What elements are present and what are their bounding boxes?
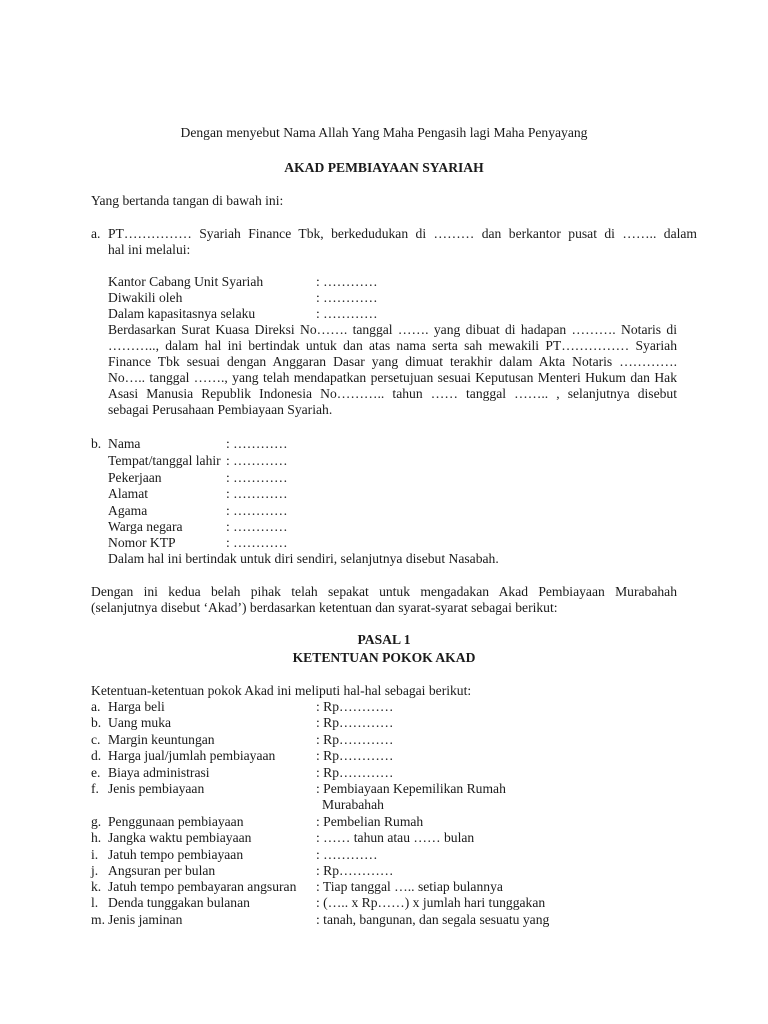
term-label: Margin keuntungan bbox=[108, 732, 215, 747]
field-value: : ………… bbox=[226, 486, 288, 501]
term-label: Harga beli bbox=[108, 699, 165, 714]
party-a-line: hal ini melalui: bbox=[108, 242, 191, 257]
term-label: Harga jual/jumlah pembiayaan bbox=[108, 748, 276, 763]
term-value: : Rp………… bbox=[316, 863, 394, 878]
term-marker: j. bbox=[91, 863, 99, 878]
party-a-para-line: No….. tanggal ……., yang telah mendapatkan persetujuan sesuai Keputusan Menteri Hukum dan Hak bbox=[108, 370, 677, 385]
party-a-para-line: Berdasarkan Surat Kuasa Direksi No……. tanggal ……. yang dibuat di hadapan ………. Notaris di bbox=[108, 322, 677, 337]
document-title: AKAD PEMBIAYAAN SYARIAH bbox=[284, 160, 484, 175]
term-label: Biaya administrasi bbox=[108, 765, 210, 780]
term-label: Angsuran per bulan bbox=[108, 863, 216, 878]
term-label: Denda tunggakan bulanan bbox=[108, 895, 250, 910]
term-value: : tanah, bangunan, dan segala sesuatu yang bbox=[316, 912, 550, 927]
term-value: : Rp………… bbox=[316, 748, 394, 763]
term-value: : …… tahun atau …… bulan bbox=[316, 830, 475, 845]
field-label: Agama bbox=[108, 503, 148, 518]
field-label: Nama bbox=[108, 436, 141, 451]
term-label: Jenis jaminan bbox=[108, 912, 183, 927]
term-value: : Pembelian Rumah bbox=[316, 814, 424, 829]
term-marker: h. bbox=[91, 830, 102, 845]
term-marker: e. bbox=[91, 765, 101, 780]
term-marker: d. bbox=[91, 748, 102, 763]
term-value: : (….. x Rp……) x jumlah hari tunggakan bbox=[316, 895, 546, 910]
field-value: : ………… bbox=[226, 470, 288, 485]
party-a-line: PT…………… Syariah Finance Tbk, berkedudukan di ……… dan berkantor pusat di …….. dalam bbox=[108, 226, 697, 241]
party-a-para-line: ……….., dalam hal ini bertindak untuk dan atas nama serta sah mewakili PT…………… Syariah bbox=[108, 338, 677, 353]
field-value: : ………… bbox=[316, 290, 378, 305]
term-marker: c. bbox=[91, 732, 101, 747]
term-value: : Rp………… bbox=[316, 765, 394, 780]
field-label: Nomor KTP bbox=[108, 535, 176, 550]
term-value-continued: Murabahah bbox=[322, 797, 384, 812]
party-b-closing: Dalam hal ini bertindak untuk diri sendiri, selanjutnya disebut Nasabah. bbox=[108, 551, 499, 566]
intro-text: Yang bertanda tangan di bawah ini: bbox=[91, 193, 284, 208]
field-label: Dalam kapasitasnya selaku bbox=[108, 306, 256, 321]
terms-intro: Ketentuan-ketentuan pokok Akad ini meliputi hal-hal sebagai berikut: bbox=[91, 683, 472, 698]
field-value: : ………… bbox=[316, 306, 378, 321]
term-label: Jenis pembiayaan bbox=[108, 781, 205, 796]
field-label: Kantor Cabang Unit Syariah bbox=[108, 274, 264, 289]
term-marker: l. bbox=[91, 895, 99, 910]
party-a-para-line: Finance Tbk sesuai dengan Anggaran Dasar yang dimuat terakhir dalam Akta Notaris …………. bbox=[108, 354, 677, 369]
field-value: : ………… bbox=[226, 535, 288, 550]
term-value: : Pembiayaan Kepemilikan Rumah bbox=[316, 781, 506, 796]
party-a-marker: a. bbox=[91, 226, 101, 241]
term-label: Uang muka bbox=[108, 715, 172, 730]
field-label: Diwakili oleh bbox=[108, 290, 183, 305]
term-value: : Rp………… bbox=[316, 699, 394, 714]
field-value: : ………… bbox=[226, 436, 288, 451]
term-marker: a. bbox=[91, 699, 101, 714]
agreement-line: Dengan ini kedua belah pihak telah sepakat untuk mengadakan Akad Pembiayaan Murabahah bbox=[91, 584, 677, 599]
agreement-line: (selanjutnya disebut ‘Akad’) berdasarkan ketentuan dan syarat-syarat sebagai berikut: bbox=[91, 600, 558, 615]
opening-line: Dengan menyebut Nama Allah Yang Maha Pengasih lagi Maha Penyayang bbox=[180, 125, 588, 140]
field-label: Warga negara bbox=[108, 519, 183, 534]
term-marker: g. bbox=[91, 814, 102, 829]
term-value: : Tiap tanggal ….. setiap bulannya bbox=[316, 879, 503, 894]
term-marker: i. bbox=[91, 847, 99, 862]
party-b-marker: b. bbox=[91, 436, 102, 451]
pasal-subtitle: KETENTUAN POKOK AKAD bbox=[292, 650, 476, 665]
field-label: Alamat bbox=[108, 486, 149, 501]
party-a-para-line: sebagai Perusahaan Pembiayaan Syariah. bbox=[108, 402, 333, 417]
term-value: : Rp………… bbox=[316, 732, 394, 747]
party-a-para-line: Asasi Manusia Republik Indonesia No……….. tahun …… tanggal …….. , selanjutnya disebut bbox=[108, 386, 677, 401]
term-marker: f. bbox=[91, 781, 99, 796]
field-label: Tempat/tanggal lahir bbox=[108, 453, 221, 468]
term-marker: k. bbox=[91, 879, 102, 894]
field-value: : ………… bbox=[226, 453, 288, 468]
field-value: : ………… bbox=[226, 503, 288, 518]
field-label: Pekerjaan bbox=[108, 470, 162, 485]
term-marker: m. bbox=[91, 912, 105, 927]
term-label: Jatuh tempo pembiayaan bbox=[108, 847, 244, 862]
field-value: : ………… bbox=[226, 519, 288, 534]
pasal-title: PASAL 1 bbox=[357, 632, 411, 647]
term-label: Jangka waktu pembiayaan bbox=[108, 830, 252, 845]
field-value: : ………… bbox=[316, 274, 378, 289]
term-label: Penggunaan pembiayaan bbox=[108, 814, 244, 829]
term-value: : ………… bbox=[316, 847, 378, 862]
term-marker: b. bbox=[91, 715, 102, 730]
term-label: Jatuh tempo pembayaran angsuran bbox=[108, 879, 297, 894]
term-value: : Rp………… bbox=[316, 715, 394, 730]
